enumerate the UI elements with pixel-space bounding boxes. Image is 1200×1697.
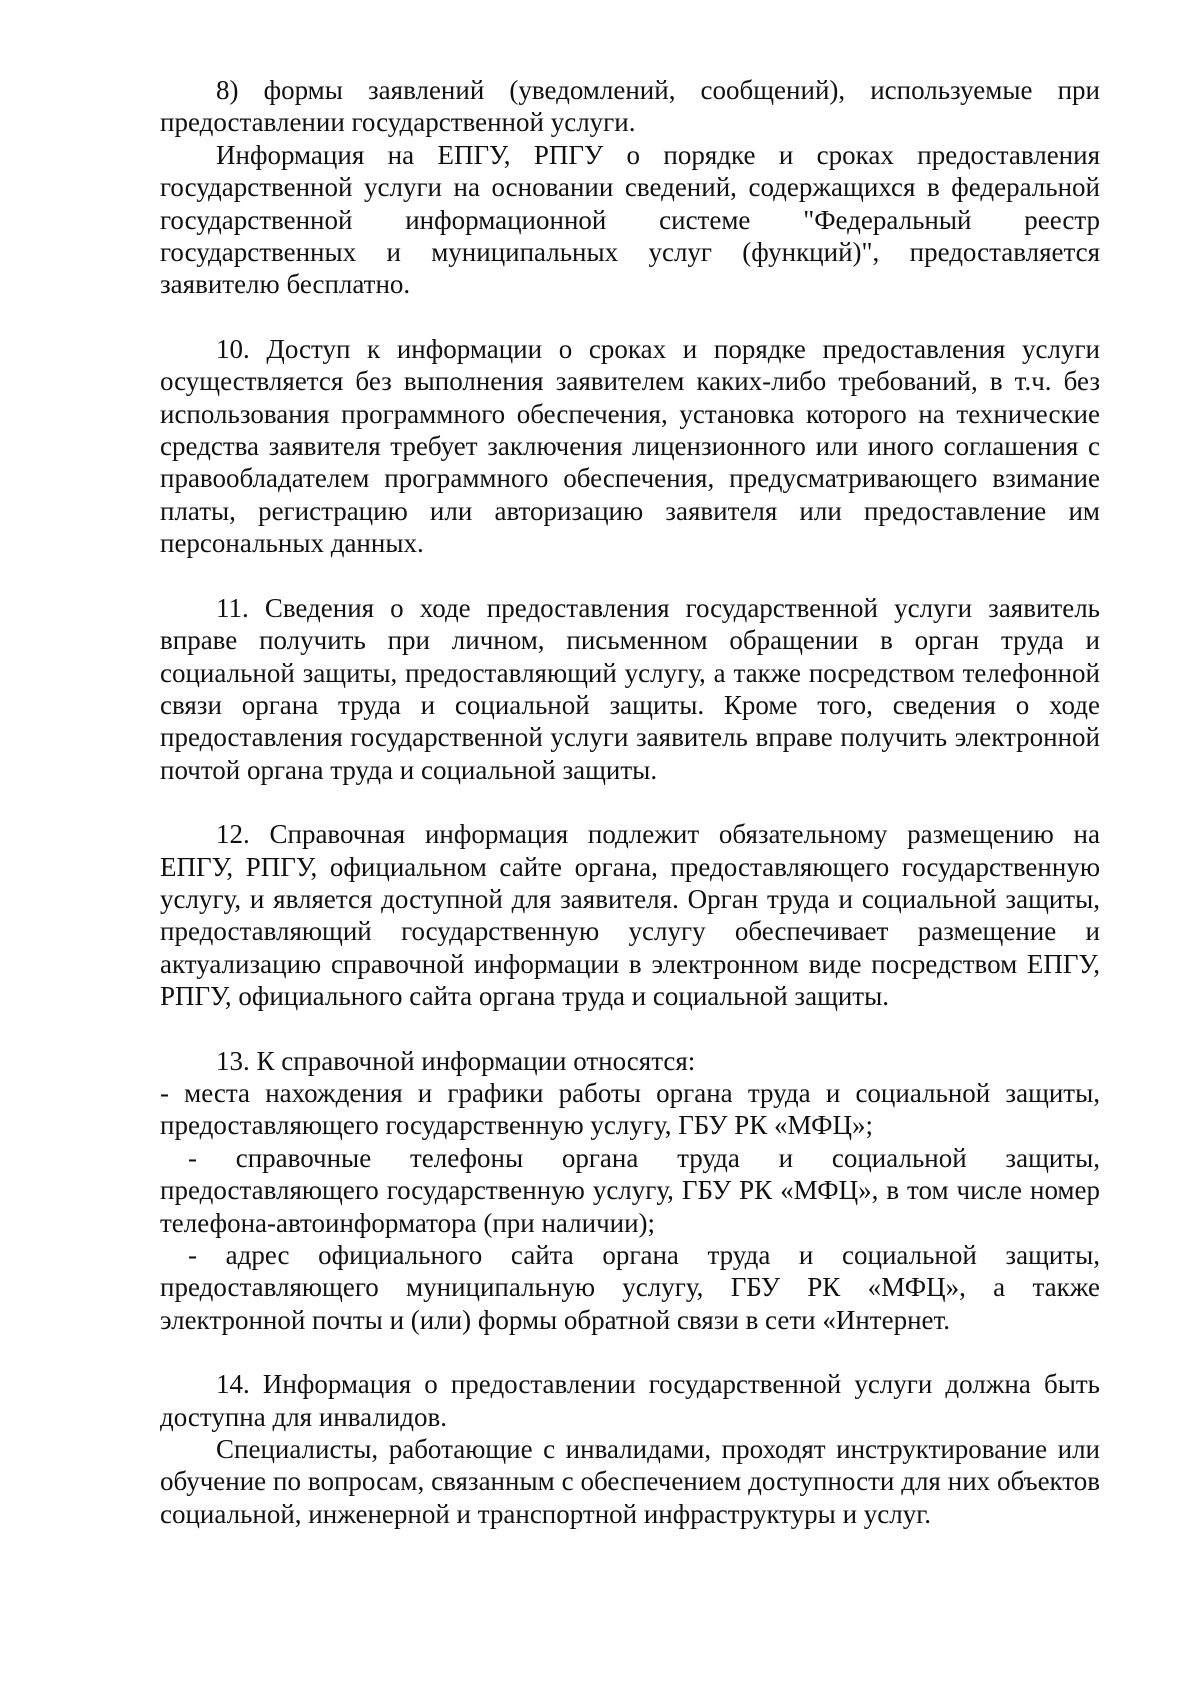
paragraph-14: 14. Информация о предоставлении государственной услуги должна быть доступна для инвалидов. <box>160 1369 1100 1432</box>
paragraph-specialists: Специалисты, работающие с инвалидами, проходят инструктирование или обучение по вопросам, связанным с обеспечением доступности для них объектов социальной, инженерной и транспортной инфраструктуры и услуг. <box>160 1434 1100 1529</box>
document-body <box>160 74 1100 1530</box>
paragraph-epgu-info: Информация на ЕПГУ, РПГУ о порядке и сроках предоставления государственной услуги на основании сведений, содержащихся в федеральной государственной информационной системе "Федеральный реестр государственных и муниципальных услуг (функций)", предоставляется заявителю бесплатно. <box>160 139 1100 300</box>
list-item-phones: - справочные телефоны органа труда и социальной защиты, предоставляющего государственную услугу, ГБУ РК «МФЦ», в том числе номер телефона-автоинформатора (при наличии); <box>160 1142 1100 1238</box>
paragraph-11: 11. Сведения о ходе предоставления государственной услуги заявитель вправе получить при личном, письменном обращении в орган труда и социальной защиты, предоставляющий услугу, а также посредством телефонной связи органа труда и социальной защиты. Кроме того, сведения о ходе предоставления государственной услуги заявитель вправе получить электронной почтой органа труда и социальной защиты. <box>160 592 1100 785</box>
paragraph-13-heading: 13. К справочной информации относятся: <box>216 1045 696 1076</box>
paragraph-10: 10. Доступ к информации о сроках и порядке предоставления услуги осуществляется без выполнения заявителем каких-либо требований, в т.ч. без использования программного обеспечения, установка которого на технические средства заявителя требует заключения лицензионного или иного соглашения с правообладателем программного обеспечения, предусматривающего взимание платы, регистрацию или авторизацию заявителя или предоставление им персональных данных. <box>160 333 1100 559</box>
paragraph-item-8: 8) формы заявлений (уведомлений, сообщений), используемые при предоставлении государственной услуги. <box>160 75 1100 138</box>
list-item-website: - адрес официального сайта органа труда и социальной защиты, предоставляющего муниципальную услугу, ГБУ РК «МФЦ», а также электронной почты и (или) формы обратной связи в сети «Интернет. <box>160 1240 1100 1335</box>
list-item-locations: - места нахождения и графики работы органа труда и социальной защиты, предоставляющего государственную услугу, ГБУ РК «МФЦ»; <box>160 1077 1100 1141</box>
paragraph-12: 12. Справочная информация подлежит обязательному размещению на ЕПГУ, РПГУ, официальном сайте органа, предоставляющего государственную услугу, и является доступной для заявителя. Орган труда и социальной защиты, предоставляющий государственную услугу обеспечивает размещение и актуализацию справочной информации в электронном виде посредством ЕПГУ, РПГУ, официального сайта органа труда и социальной защиты. <box>160 819 1100 1012</box>
